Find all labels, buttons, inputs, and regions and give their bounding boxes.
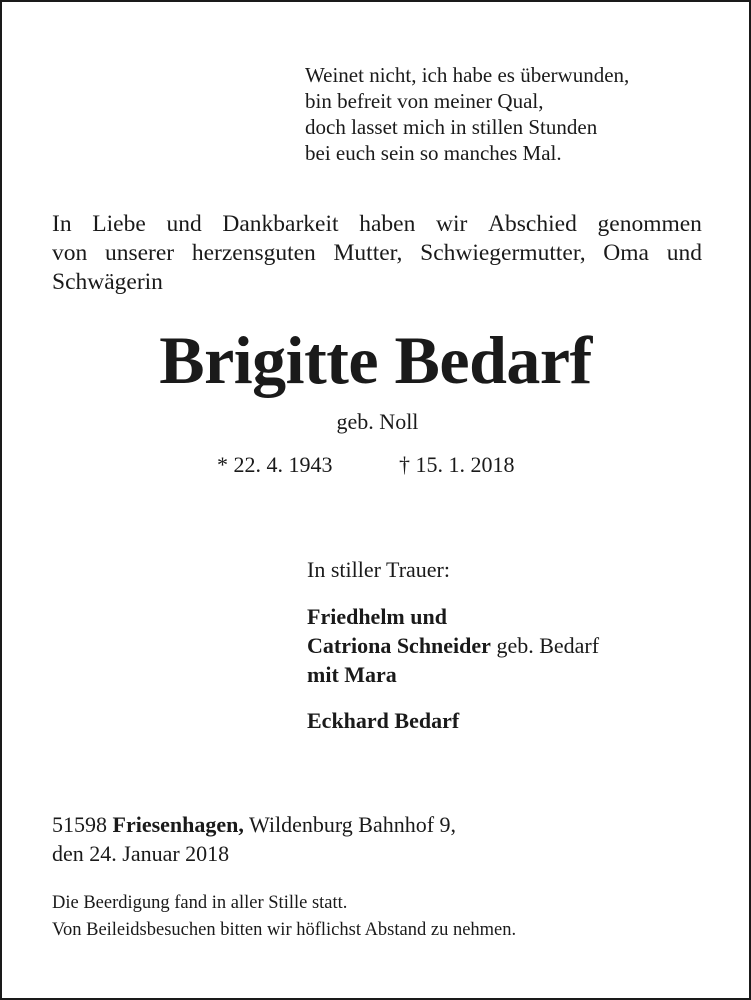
funeral-notes [52, 890, 516, 944]
poem [305, 62, 629, 166]
maiden-name: geb. Noll [336, 409, 419, 434]
intro-word: und [666, 240, 702, 266]
death-date: † 15. 1. 2018 [399, 452, 515, 477]
intro-word: Mutter, [333, 240, 403, 266]
poem-line: bei euch sein so manches Mal. [305, 141, 562, 165]
intro-line-2 [52, 239, 702, 268]
intro-word: genommen [597, 211, 702, 237]
notice-date: den 24. Januar 2018 [52, 841, 230, 866]
intro-word: haben [359, 211, 416, 237]
mourner-line [307, 602, 599, 631]
postcode: 51598 [52, 812, 113, 837]
deceased-name: Brigitte Bedarf [159, 322, 592, 398]
intro-word: von [52, 240, 88, 266]
mourner-line [307, 660, 599, 689]
intro-word: Schwiegermutter, [420, 240, 586, 266]
mourner-name: Eckhard Bedarf [307, 708, 460, 733]
intro-word: unserer [104, 240, 175, 266]
intro-word: In [52, 211, 72, 237]
intro-word: herzensguten [191, 240, 316, 266]
intro-line-3: Schwägerin [52, 269, 163, 295]
poem-line: bin befreit von meiner Qual, [305, 89, 544, 113]
street: Wildenburg Bahnhof 9, [243, 812, 457, 837]
mourners-family-1 [307, 602, 599, 689]
intro-word: und [166, 211, 202, 237]
address-line [52, 810, 456, 839]
mourner-name: Friedhelm und [307, 604, 447, 629]
address [52, 810, 456, 868]
intro-word: Dankbarkeit [222, 211, 339, 237]
intro-word: Oma [603, 240, 649, 266]
mourners-family-2 [307, 706, 459, 735]
mourner-birth-name: geb. Bedarf [490, 633, 600, 658]
mourner-name: mit Mara [307, 662, 397, 687]
intro-word: Liebe [92, 211, 146, 237]
intro-word: wir [436, 211, 468, 237]
birth-date: * 22. 4. 1943 [217, 452, 333, 477]
funeral-note: Die Beerdigung fand in aller Stille statt. [52, 893, 348, 913]
town: Friesenhagen, [112, 812, 244, 837]
mourner-name: Catriona Schneider [307, 633, 491, 658]
poem-line: Weinet nicht, ich habe es überwunden, [305, 63, 630, 87]
intro-line-1 [52, 210, 702, 239]
condolence-note: Von Beileidsbesuchen bitten wir höflichst Abstand zu nehmen. [52, 920, 517, 940]
mourning-intro: In stiller Trauer: [307, 557, 450, 582]
intro-word: Abschied [488, 211, 577, 237]
mourner-line [307, 631, 599, 660]
intro-text [52, 210, 702, 297]
poem-line: doch lasset mich in stillen Stunden [305, 115, 598, 139]
